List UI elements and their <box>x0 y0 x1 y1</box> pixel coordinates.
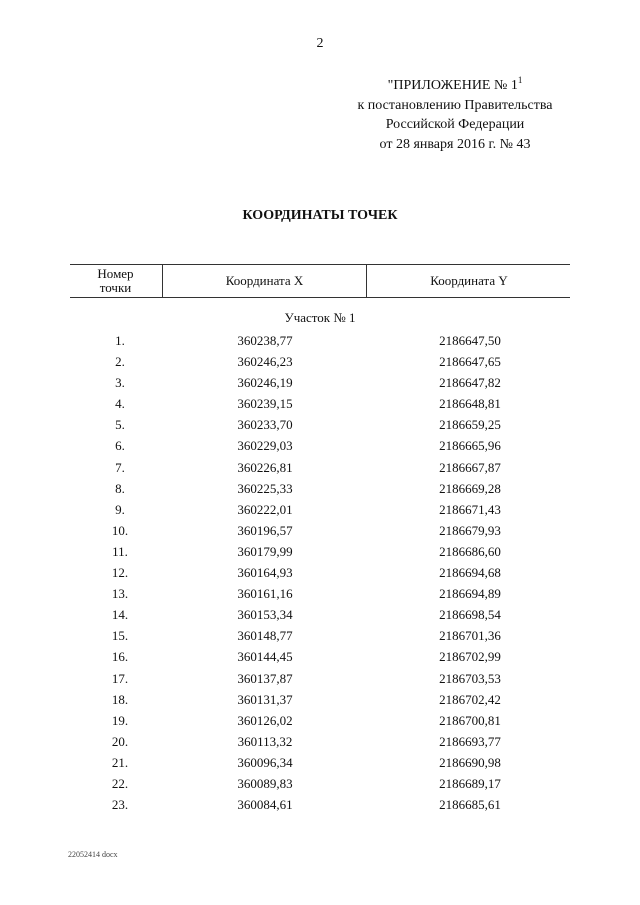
coordinate-x-cell: 360161,16 <box>237 586 293 602</box>
table-row <box>70 794 570 815</box>
table-row <box>70 520 570 541</box>
coordinate-y-cell: 2186690,98 <box>439 754 501 770</box>
coordinate-x-cell: 360246,23 <box>237 354 293 370</box>
coordinate-y-cell: 2186694,89 <box>439 586 501 602</box>
coordinate-x-cell: 360113,32 <box>237 733 293 749</box>
appendix-title-line <box>330 76 580 96</box>
coordinate-y-cell: 2186665,96 <box>439 438 501 454</box>
coordinate-y-cell: 2186701,36 <box>439 628 501 644</box>
coordinate-x-cell: 360226,81 <box>237 459 293 475</box>
coordinate-y-cell: 2186689,17 <box>439 775 501 791</box>
coordinate-y-cell: 2186647,82 <box>439 375 501 391</box>
table-row <box>70 393 570 414</box>
point-number-cell: 2. <box>115 354 125 370</box>
point-number-cell: 22. <box>111 775 129 791</box>
section-label: Участок № 1 <box>284 310 356 325</box>
point-number-cell: 13. <box>111 586 129 602</box>
coordinate-y-cell: 2186659,25 <box>439 417 501 433</box>
table-row <box>70 435 570 456</box>
point-number-cell: 15. <box>111 628 129 644</box>
point-number-cell: 12. <box>111 565 129 581</box>
footer-document-code: 22052414 docx <box>68 850 118 859</box>
appendix-superscript: 1 <box>517 75 523 85</box>
table-row <box>70 583 570 604</box>
coordinate-y-cell: 2186694,68 <box>439 565 501 581</box>
appendix-header <box>330 76 580 154</box>
coordinate-x-cell: 360126,02 <box>237 712 293 728</box>
point-number-cell: 3. <box>115 375 125 391</box>
coordinate-x-cell: 360196,57 <box>237 522 293 538</box>
header-point-number-line2: точки <box>99 280 132 295</box>
coordinate-y-cell: 2186667,87 <box>439 459 501 475</box>
table-row <box>70 478 570 499</box>
point-number-cell: 11. <box>112 543 128 559</box>
point-number-cell: 8. <box>115 480 125 496</box>
coordinate-x-cell: 360225,33 <box>237 480 293 496</box>
coordinate-y-cell: 2186669,28 <box>439 480 501 496</box>
table-row <box>70 668 570 689</box>
coordinate-x-cell: 360096,34 <box>237 754 293 770</box>
coordinate-x-cell: 360229,03 <box>237 438 293 454</box>
coordinate-y-cell: 2186702,99 <box>439 649 501 665</box>
table-row <box>70 372 570 393</box>
coordinate-x-cell: 360084,61 <box>237 797 293 813</box>
table-row <box>70 457 570 478</box>
coordinate-y-cell: 2186679,93 <box>439 522 501 538</box>
point-number-cell: 17. <box>111 670 129 686</box>
coordinate-x-cell: 360239,15 <box>237 396 293 412</box>
table-row <box>70 414 570 435</box>
point-number-cell: 5. <box>115 417 125 433</box>
coordinate-x-cell: 360144,45 <box>237 649 293 665</box>
point-number-cell: 9. <box>115 501 125 517</box>
coordinate-y-cell: 2186686,60 <box>439 543 501 559</box>
coordinate-y-cell: 2186700,81 <box>439 712 501 728</box>
table-row <box>70 351 570 372</box>
table-row <box>70 773 570 794</box>
table-row <box>70 625 570 646</box>
coordinate-y-cell: 2186647,65 <box>439 354 501 370</box>
point-number-cell: 7. <box>115 459 125 475</box>
header-point-number-text <box>97 267 133 295</box>
coordinate-x-cell: 360233,70 <box>237 417 293 433</box>
coordinate-y-cell: 2186693,77 <box>439 733 501 749</box>
coordinate-x-cell: 360246,19 <box>237 375 293 391</box>
table-row <box>70 689 570 710</box>
table-row <box>70 330 570 351</box>
page-number: 2 <box>316 36 324 51</box>
appendix-resolution-line: к постановлению Правительства <box>357 97 553 113</box>
point-number-cell: 16. <box>111 649 129 665</box>
point-number-cell: 6. <box>115 438 125 454</box>
table-row <box>70 562 570 583</box>
coordinate-y-cell: 2186648,81 <box>439 396 501 412</box>
coordinates-table-body <box>70 330 570 815</box>
point-number-cell: 4. <box>115 396 125 412</box>
table-row <box>70 710 570 731</box>
appendix-date-line: от 28 января 2016 г. № 43 <box>379 136 531 152</box>
coordinate-y-cell: 2186685,61 <box>439 797 501 813</box>
appendix-title: "ПРИЛОЖЕНИЕ № 1 <box>387 78 518 93</box>
point-number-cell: 10. <box>111 522 129 538</box>
coordinate-y-cell: 2186698,54 <box>439 607 501 623</box>
point-number-cell: 18. <box>111 691 129 707</box>
coordinate-x-cell: 360089,83 <box>237 775 293 791</box>
point-number-cell: 19. <box>111 712 129 728</box>
header-point-number <box>70 265 161 297</box>
coordinate-y-cell: 2186702,42 <box>439 691 501 707</box>
coordinate-x-cell: 360137,87 <box>237 670 293 686</box>
table-row <box>70 604 570 625</box>
point-number-cell: 21. <box>111 754 129 770</box>
coordinate-y-cell: 2186671,43 <box>439 501 501 517</box>
header-coordinate-y: Координата Y <box>366 265 571 297</box>
table-row <box>70 499 570 520</box>
header-point-number-line1: Номер <box>97 266 134 281</box>
point-number-cell: 23. <box>111 797 129 813</box>
coordinate-x-cell: 360164,93 <box>237 565 293 581</box>
coordinate-x-cell: 360179,99 <box>237 543 293 559</box>
table-header <box>70 264 570 298</box>
document-title: КООРДИНАТЫ ТОЧЕК <box>242 208 398 223</box>
coordinate-x-cell: 360238,77 <box>237 333 293 348</box>
coordinate-x-cell: 360222,01 <box>237 501 293 517</box>
coordinate-x-cell: 360148,77 <box>237 628 293 644</box>
coordinate-y-cell: 2186647,50 <box>439 333 501 348</box>
table-row <box>70 752 570 773</box>
table-row <box>70 646 570 667</box>
point-number-cell: 20. <box>111 733 129 749</box>
table-row <box>70 541 570 562</box>
point-number-cell: 1. <box>115 333 125 348</box>
coordinate-y-cell: 2186703,53 <box>439 670 501 686</box>
point-number-cell: 14. <box>111 607 129 623</box>
appendix-government-line: Российской Федерации <box>385 117 525 132</box>
table-row <box>70 731 570 752</box>
header-coordinate-x: Координата X <box>162 265 366 297</box>
coordinate-x-cell: 360153,34 <box>237 607 293 623</box>
coordinate-x-cell: 360131,37 <box>237 691 293 707</box>
